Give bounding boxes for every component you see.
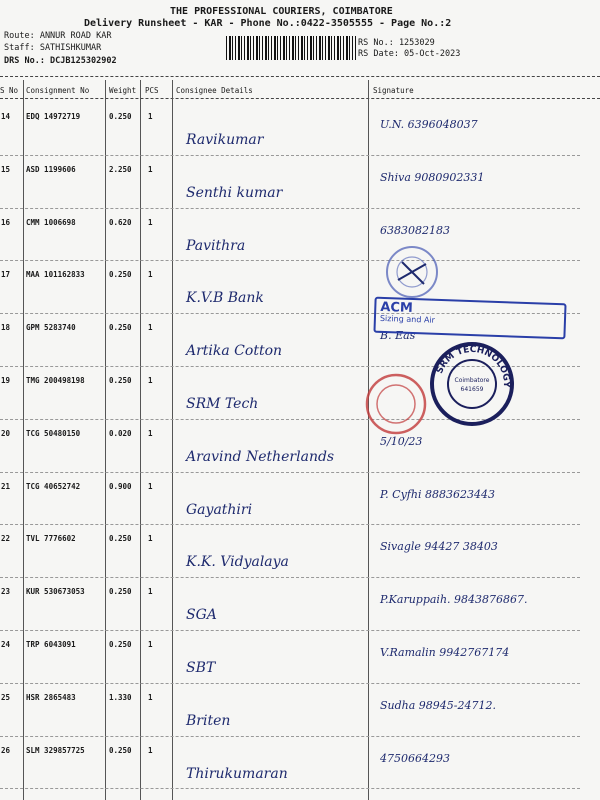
row-signature: Sivagle 94427 38403 (380, 540, 498, 554)
row-sno: 22 (1, 534, 11, 544)
srm-seal-city: Coimbatore (454, 377, 490, 384)
row-consignment: TCG 40652742 (26, 481, 81, 491)
row-consignment: HSR 2865483 (26, 692, 76, 702)
red-round-stamp (364, 372, 428, 436)
vline-2 (105, 80, 106, 800)
row-pcs: 1 (148, 745, 153, 755)
srm-seal-icon (430, 342, 514, 426)
row-separator (0, 630, 580, 631)
row-consignee: K.K. Vidyalaya (186, 554, 289, 571)
row-signature: P. Cyfhi 8883623443 (380, 487, 495, 501)
acm-stamp-title: ACM (380, 299, 414, 316)
vline-4 (172, 80, 173, 800)
row-separator (0, 683, 580, 684)
row-sno: 16 (1, 217, 11, 227)
row-separator (0, 577, 580, 578)
row-pcs: 1 (148, 481, 153, 491)
drs-number: DRS No.: DCJB125302902 (4, 56, 117, 66)
row-weight: 0.250 (109, 587, 132, 597)
row-signature: P.Karuppaih. 9843876867. (380, 593, 528, 607)
row-consignment: TMG 200498198 (26, 376, 85, 385)
vline-5 (368, 80, 369, 800)
row-consignment: CMM 1006698 (26, 217, 76, 227)
col-consignment: Consignment No (26, 86, 90, 95)
row-separator (0, 736, 580, 737)
row-pcs: 1 (148, 534, 153, 544)
header-separator (0, 76, 600, 77)
row-weight: 1.330 (109, 692, 132, 702)
row-consignee: Thirukumaran (186, 765, 288, 782)
row-separator (0, 208, 580, 209)
rs-date: RS Date: 05-Oct-2023 (358, 49, 461, 59)
row-signature: Shiva 9080902331 (380, 170, 485, 184)
blue-round-stamp (384, 244, 440, 300)
row-sno: 18 (1, 323, 11, 333)
row-sno: 26 (1, 745, 11, 755)
route-text: Route: ANNUR ROAD KAR (4, 31, 112, 41)
row-pcs: 1 (148, 217, 153, 227)
row-separator (0, 260, 580, 261)
row-pcs: 1 (148, 270, 153, 280)
vline-3 (140, 80, 141, 800)
row-consignee: SBT (186, 660, 216, 676)
row-consignment: EDQ 14972719 (26, 112, 81, 121)
row-signature: 5/10/23 (380, 434, 423, 448)
acm-stamp-subtitle: Sizing and Air (379, 313, 436, 325)
row-consignee: Gayathiri (186, 501, 253, 518)
srm-seal-ring-text: SRM TECHNOLOGY (435, 344, 512, 388)
row-sno: 23 (1, 587, 11, 597)
row-consignee: Aravind Netherlands (186, 448, 335, 465)
row-consignment: MAA 101162833 (26, 270, 85, 280)
col-consignee: Consignee Details (176, 86, 253, 95)
row-signature: U.N. 6396048037 (380, 118, 478, 131)
row-consignment: ASD 1199606 (26, 164, 76, 174)
row-consignee: Briten (186, 712, 231, 729)
row-weight: 0.250 (109, 376, 132, 385)
row-weight: 0.250 (109, 323, 132, 333)
row-consignee: Ravikumar (186, 132, 264, 148)
row-pcs: 1 (148, 428, 153, 438)
row-consignee: SRM Tech (186, 396, 259, 412)
row-separator (0, 155, 580, 156)
row-signature: 6383082183 (380, 223, 450, 237)
row-consignment: TVL 7776602 (26, 534, 76, 544)
row-weight: 0.020 (109, 428, 132, 438)
barcode (226, 36, 356, 60)
row-consignee: Artika Cotton (186, 343, 283, 360)
row-weight: 0.900 (109, 481, 132, 491)
row-pcs: 1 (148, 164, 153, 174)
row-sno: 15 (1, 164, 11, 174)
row-pcs: 1 (148, 692, 153, 702)
col-weight: Weight (109, 86, 137, 95)
row-pcs: 1 (148, 587, 153, 597)
company-title: THE PROFESSIONAL COURIERS, COIMBATORE (170, 6, 393, 17)
row-consignment: GPM 5283740 (26, 323, 76, 333)
row-consignee: Pavithra (186, 237, 246, 254)
row-weight: 0.250 (109, 534, 132, 544)
columns-separator (0, 98, 600, 99)
col-signature: Signature (373, 86, 414, 95)
row-separator (0, 524, 580, 525)
col-sno: S No (0, 86, 19, 95)
row-sno: 20 (1, 428, 11, 438)
row-sno: 25 (1, 692, 11, 702)
row-weight: 0.620 (109, 217, 132, 227)
row-weight: 0.250 (109, 112, 132, 121)
row-pcs: 1 (148, 640, 153, 649)
row-consignee: SGA (186, 607, 217, 624)
red-stamp-icon (364, 372, 428, 436)
row-sno: 17 (1, 270, 11, 280)
row-sno: 14 (1, 112, 11, 121)
srm-seal-pin: 641659 (460, 386, 484, 393)
row-sno: 19 (1, 376, 11, 385)
acm-stamp (373, 297, 566, 343)
row-pcs: 1 (148, 323, 153, 333)
row-consignment: TRP 6043091 (26, 640, 76, 649)
row-consignment: TCG 50480150 (26, 428, 81, 438)
vline-1 (23, 80, 24, 800)
row-signature: Sudha 98945-24712. (380, 698, 496, 712)
col-pcs: PCS (145, 86, 159, 95)
row-signature: 4750664293 (380, 751, 450, 765)
row-signature: B. Eas (380, 329, 416, 343)
rs-number: RS No.: 1253029 (358, 38, 435, 48)
row-weight: 0.250 (109, 745, 132, 755)
row-weight: 0.250 (109, 270, 132, 280)
blue-stamp-icon (384, 244, 440, 300)
row-consignee: K.V.B Bank (186, 290, 264, 307)
row-signature: V.Ramalin 9942767174 (380, 646, 510, 659)
runsheet-title: Delivery Runsheet - KAR - Phone No.:0422-3505555 - Page No.:2 (84, 18, 452, 29)
staff-text: Staff: SATHISHKUMAR (4, 43, 102, 53)
row-separator (0, 788, 580, 789)
row-pcs: 1 (148, 376, 153, 385)
row-sno: 21 (1, 481, 11, 491)
row-weight: 0.250 (109, 640, 132, 649)
row-consignee: Senthi kumar (186, 184, 283, 201)
row-consignment: KUR 530673053 (26, 587, 85, 597)
row-separator (0, 472, 580, 473)
srm-technology-seal (430, 342, 514, 426)
row-pcs: 1 (148, 112, 153, 121)
row-consignment: SLM 329857725 (26, 745, 85, 755)
row-sno: 24 (1, 640, 11, 649)
row-weight: 2.250 (109, 164, 132, 174)
